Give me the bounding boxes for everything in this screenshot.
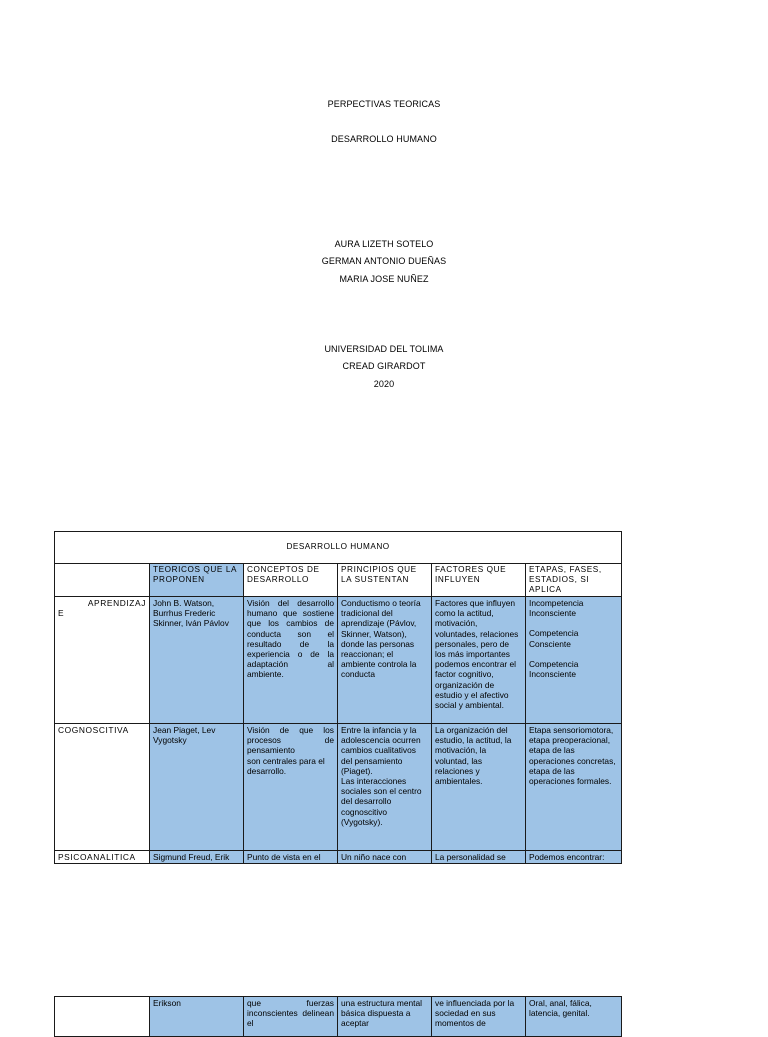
table-row (55, 997, 622, 1037)
cover-subtitle: DESARROLLO HUMANO (331, 134, 437, 144)
row-label-aprendizaje-part2: E (58, 608, 65, 619)
development-table-continued (54, 996, 622, 1037)
row-label-aprendizaje-part1: APRENDIZAJ (87, 598, 146, 608)
factors-cell: ve influenciada por la sociedad en sus momentos de (432, 997, 526, 1037)
author-2: GERMAN ANTONIO DUEÑAS (321, 256, 447, 266)
concept-cell: Punto de vista en el (244, 851, 338, 864)
stages-cell: Podemos encontrar: (526, 851, 622, 864)
principles-cell: una estructura mental básica dispuesta a aceptar (338, 997, 432, 1037)
stage-item: Competencia Consciente (529, 628, 579, 649)
header-factors: FACTORES QUE INFLUYEN (432, 564, 526, 597)
principles-cell: Conductismo o teoría tradicional del aprendizaje (Pávlov, Skinner, Watson), donde las personas reaccionan; el ambiente controla la conducta (338, 597, 432, 724)
cover-title: PERPECTIVAS TEORICAS (327, 99, 441, 109)
stages-cell: Etapa sensoriomotora, etapa preoperacional, etapa de las operaciones concretas, etapa de las operaciones formales. (526, 724, 622, 851)
principles-cell: Un niño nace con (338, 851, 432, 864)
row-label-empty (55, 997, 150, 1037)
stages-cell (526, 597, 622, 724)
theorists-cell: Erikson (150, 997, 244, 1037)
principles-text-b: Las interacciones sociales son el centro del desarrollo cognoscitivo (Vygotsky). (341, 776, 422, 827)
stage-item: Competencia Inconsciente (529, 658, 579, 680)
principles-cell (338, 724, 432, 851)
header-principles: PRINCIPIOS QUE LA SUSTENTAN (338, 564, 432, 597)
row-label-psicoanalitica: PSICOANALITICA (55, 851, 150, 864)
author-1: AURA LIZETH SOTELO (334, 239, 434, 249)
table-row (55, 724, 622, 851)
row-label-aprendizaje (55, 597, 150, 724)
table-row (55, 597, 622, 724)
center: CREAD GIRARDOT (342, 361, 426, 371)
table-row (55, 851, 622, 864)
factors-cell: La organización del estudio, la actitud, la motivación, la voluntad, las relaciones y ambientales. (432, 724, 526, 851)
stage-item: Incompetencia Inconsciente (529, 598, 584, 619)
principles-text-a: Entre la infancia y la adolescencia ocurren cambios cualitativos del pensamiento (Piaget). (341, 725, 421, 776)
theorists-cell: John B. Watson, Burrhus Frederic Skinner, Iván Pávlov (150, 597, 244, 724)
concept-cell: Visión del desarrollo humano que sostiene que los cambios de conducta son el resultado de la experiencia o de la adaptación al ambiente. (244, 597, 338, 724)
concept-text-a: Visión de que los procesos de pensamiento (247, 725, 334, 756)
university: UNIVERSIDAD DEL TOLIMA (324, 344, 444, 354)
concept-cell: que fuerzas inconscientes delinean el (244, 997, 338, 1037)
concept-cell (244, 724, 338, 851)
factors-cell: La personalidad se (432, 851, 526, 864)
author-3: MARIA JOSE NUÑEZ (339, 274, 429, 284)
concept-text-b: son centrales para el desarrollo. (247, 755, 325, 776)
header-theorists: TEORICOS QUE LA PROPONEN (150, 564, 244, 597)
header-empty-cell (55, 564, 150, 597)
theorists-cell: Sigmund Freud, Erik (150, 851, 244, 864)
theorists-cell: Jean Piaget, Lev Vygotsky (150, 724, 244, 851)
year: 2020 (373, 379, 395, 389)
development-table (54, 531, 622, 864)
header-stages: ETAPAS, FASES, ESTADIOS, SI APLICA (526, 564, 622, 597)
stages-cell: Oral, anal, fálica, latencia, genital. (526, 997, 622, 1037)
factors-cell: Factores que influyen como la actitud, motivación, voluntades, relaciones personales, pero de los más importantes podemos encontrar el factor cognitivo, organización de estudio y el afectivo social y ambiental. (432, 597, 526, 724)
row-label-cognoscitiva: COGNOSCITIVA (55, 724, 150, 851)
table-title: DESARROLLO HUMANO (55, 532, 622, 564)
header-concepts: CONCEPTOS DE DESARROLLO (244, 564, 338, 597)
